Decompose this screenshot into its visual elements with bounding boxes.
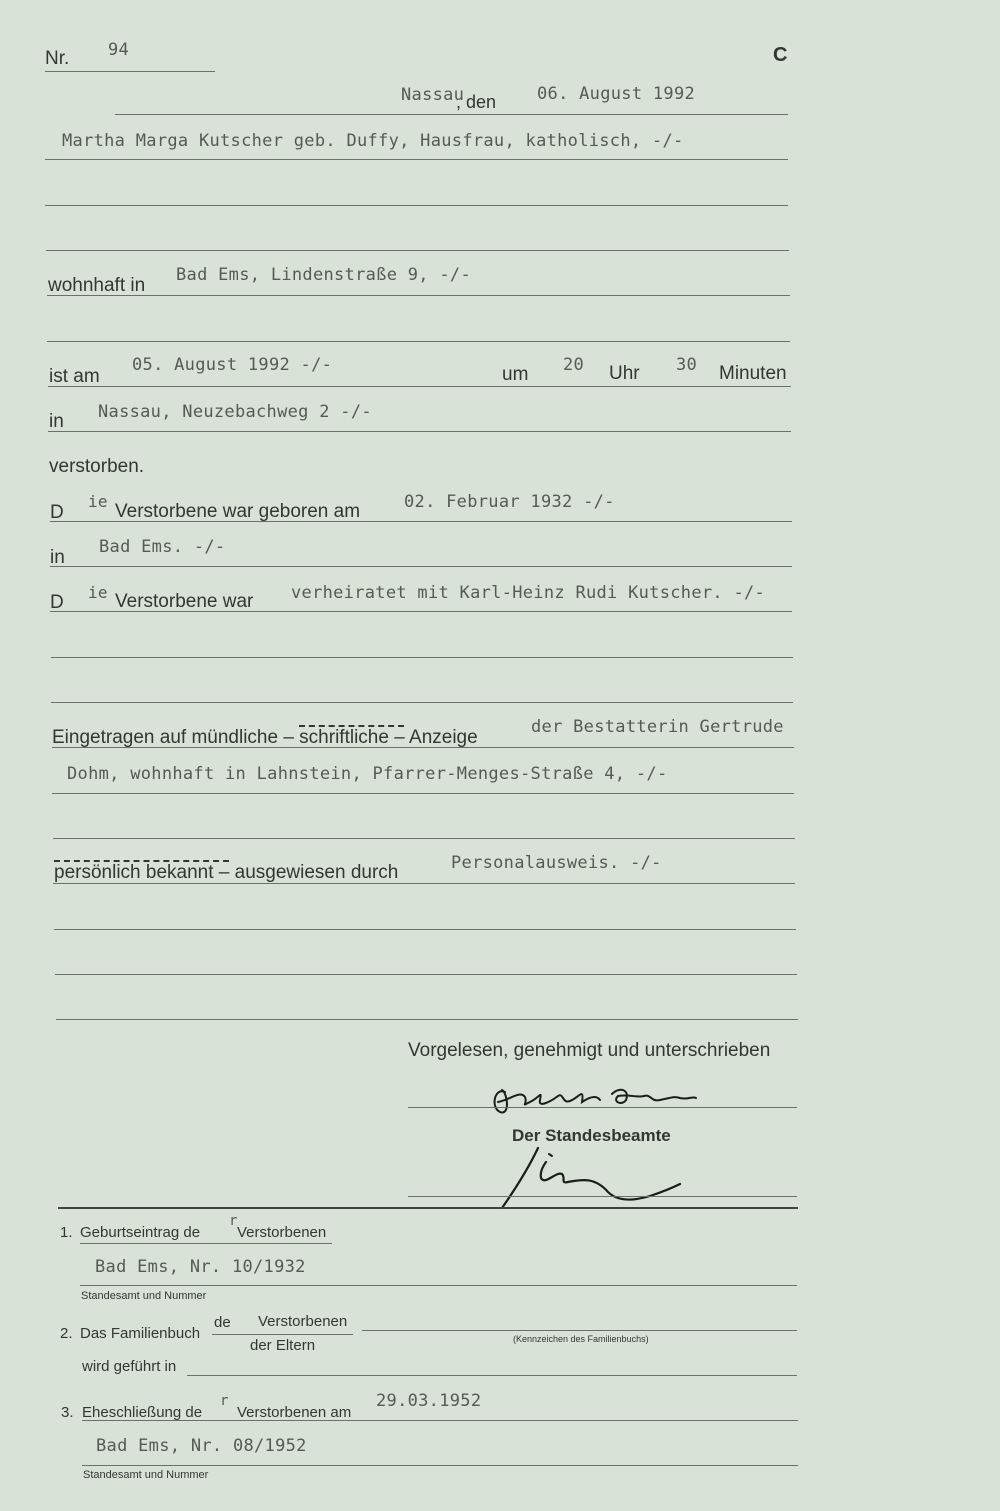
death-minute: 30 [676, 355, 698, 375]
underline [53, 838, 795, 839]
underline [47, 341, 790, 342]
note-1-suffix: r [229, 1213, 238, 1229]
verstorben-label: verstorben. [49, 456, 145, 477]
underline [51, 657, 793, 658]
note-3-caption: Standesamt und Nummer [83, 1469, 209, 1481]
registrar-signature-icon [490, 1140, 690, 1212]
underline [52, 793, 794, 794]
death-in-label: in [49, 411, 64, 432]
identification-label-struck: persönlich bekannt – [54, 862, 230, 883]
note-1-label-underline [80, 1243, 332, 1244]
note-3-date: 29.03.1952 [376, 1391, 482, 1411]
underline [56, 1019, 798, 1020]
marital-suffix: ie [88, 583, 108, 602]
death-place: Nassau, Neuzebachweg 2 -/- [98, 402, 372, 422]
underline [50, 611, 792, 612]
note-2-option-1: Verstorbenen [258, 1313, 348, 1330]
place-value: Nassau [401, 85, 465, 105]
registration-label-prefix: Eingetragen auf mündliche – [52, 727, 294, 748]
marital-value: verheiratet mit Karl-Heinz Rudi Kutscher. -/- [291, 583, 766, 603]
marital-d-label: D [50, 592, 64, 613]
death-date: 05. August 1992 -/- [132, 355, 333, 375]
note-2-code-underline [362, 1330, 797, 1331]
note-2-fraction-line [212, 1334, 353, 1335]
underline [50, 566, 792, 567]
underline [48, 386, 791, 387]
underline [52, 747, 794, 748]
underline [55, 974, 797, 975]
ist-am-label: ist am [49, 366, 100, 387]
identification-label [54, 862, 398, 884]
birth-place: Bad Ems. -/- [99, 537, 226, 557]
birth-d-label: D [50, 502, 64, 523]
underline [51, 702, 793, 703]
nr-underline [45, 71, 215, 72]
underline [46, 250, 789, 251]
identification-label-suffix: ausgewiesen durch [234, 862, 399, 883]
birth-in-label: in [50, 547, 65, 568]
underline [53, 883, 795, 884]
note-3-suffix: r [220, 1393, 229, 1409]
registration-label [52, 727, 478, 749]
birth-text: Verstorbene war geboren am [115, 501, 361, 522]
wohnhaft-label: wohnhaft in [48, 275, 146, 296]
corner-letter: C [773, 44, 788, 66]
identification-value: Personalausweis. -/- [451, 853, 662, 873]
person-line-1: Martha Marga Kutscher geb. Duffy, Hausfrau, katholisch, -/- [62, 131, 684, 151]
registration-label-struck: schriftliche – [299, 727, 405, 748]
den-label: , den [456, 92, 497, 112]
note-1-label: Geburtseintrag de [80, 1224, 201, 1241]
underline [50, 521, 792, 522]
underline [45, 205, 788, 206]
signature-line-2 [408, 1196, 797, 1197]
underline [80, 1285, 797, 1286]
note-2-line-2: wird geführt in [82, 1358, 177, 1375]
underline [82, 1420, 798, 1421]
birth-date: 02. Februar 1932 -/- [404, 492, 615, 512]
registration-value-1: der Bestatterin Gertrude [531, 717, 784, 737]
note-1-text: Verstorbenen [237, 1224, 327, 1241]
registration-value-2: Dohm, wohnhaft in Lahnstein, Pfarrer-Menges-Straße 4, -/- [67, 764, 668, 784]
minuten-label: Minuten [719, 363, 787, 384]
note-3-text: Verstorbenen am [237, 1404, 352, 1421]
underline [45, 159, 788, 160]
um-label: um [502, 364, 529, 385]
date-value: 06. August 1992 [537, 84, 696, 104]
underline [48, 431, 791, 432]
note-3-number: 3. [61, 1404, 74, 1421]
note-1-value: Bad Ems, Nr. 10/1932 [95, 1257, 306, 1277]
death-hour: 20 [563, 355, 585, 375]
nr-label: Nr. [45, 48, 70, 69]
uhr-label: Uhr [609, 363, 640, 384]
note-1-caption: Standesamt und Nummer [81, 1290, 207, 1302]
vorgelesen-text: Vorgelesen, genehmigt und unterschrieben [408, 1040, 771, 1061]
witness-signature-icon [480, 1072, 710, 1122]
note-2-caption: (Kennzeichen des Familienbuchs) [513, 1334, 649, 1344]
registration-label-suffix: Anzeige [409, 727, 478, 748]
underline [82, 1465, 798, 1466]
underline [47, 295, 790, 296]
standesbeamte-label: Der Standesbeamte [512, 1126, 671, 1145]
section-divider [58, 1207, 798, 1209]
birth-suffix: ie [88, 492, 108, 511]
signature-line-1 [408, 1107, 797, 1108]
note-2-label: Das Familienbuch [80, 1325, 201, 1342]
underline [54, 929, 796, 930]
note-3-value: Bad Ems, Nr. 08/1952 [96, 1436, 307, 1456]
note-2-de: de [214, 1314, 231, 1331]
note-1-number: 1. [60, 1224, 73, 1241]
nr-value: 94 [108, 40, 130, 60]
note-3-label: Eheschließung de [82, 1404, 203, 1421]
wohnhaft-value: Bad Ems, Lindenstraße 9, -/- [176, 265, 471, 285]
note-2-option-2: der Eltern [250, 1337, 316, 1354]
marital-text: Verstorbene war [115, 591, 254, 612]
underline [187, 1375, 797, 1376]
note-2-number: 2. [60, 1325, 73, 1342]
date-underline [115, 114, 788, 115]
